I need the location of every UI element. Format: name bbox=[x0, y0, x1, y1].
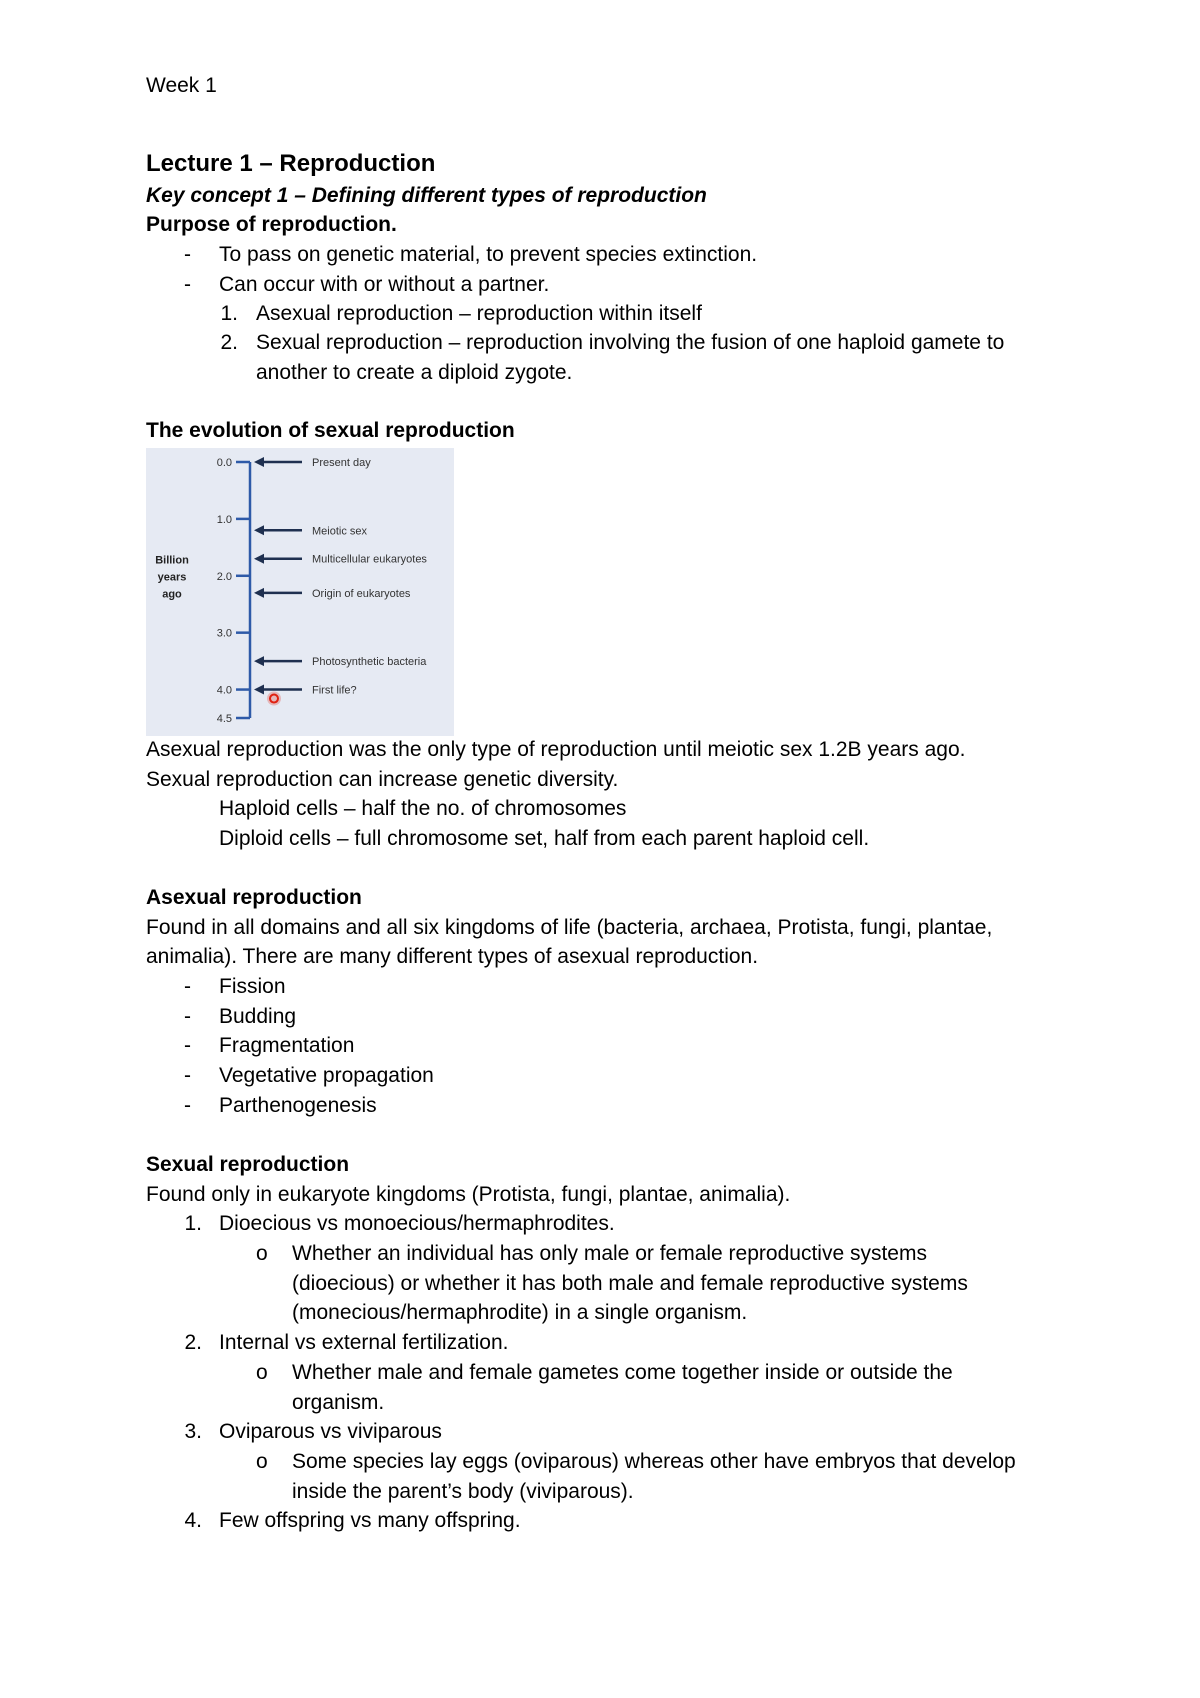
purpose-numbered-1: Asexual reproduction – reproduction within itself bbox=[256, 302, 702, 325]
evolution-para-1: Asexual reproduction was the only type of reproduction until meiotic sex 1.2B years ago. bbox=[146, 738, 966, 761]
asexual-type-budding: Budding bbox=[219, 1005, 297, 1028]
timeline-event-label: Multicellular eukaryotes bbox=[312, 553, 427, 566]
timeline-event-label: Present day bbox=[312, 457, 371, 469]
list-number: 4. bbox=[184, 1509, 202, 1532]
bullet-dash: - bbox=[184, 1094, 191, 1117]
sexual-item-4: Few offspring vs many offspring. bbox=[219, 1509, 521, 1532]
list-number: 2. bbox=[184, 1331, 202, 1354]
timeline-axis-label: ago bbox=[162, 588, 182, 601]
asexual-type-fragmentation: Fragmentation bbox=[219, 1034, 355, 1057]
timeline-event-label: Origin of eukaryotes bbox=[312, 587, 411, 600]
list-number: 1. bbox=[220, 302, 238, 325]
timeline-event-label: Photosynthetic bacteria bbox=[312, 656, 427, 669]
timeline-axis-label: years bbox=[157, 571, 187, 584]
week-label: Week 1 bbox=[146, 74, 217, 97]
key-concept: Key concept 1 – Defining different types of reproduction bbox=[146, 184, 707, 207]
timeline-event-arrowhead bbox=[254, 656, 264, 666]
bullet-dash: - bbox=[184, 243, 191, 266]
sexual-sub1-line1: Whether an individual has only male or female reproductive systems bbox=[292, 1242, 927, 1265]
timeline-tick-label: 0.0 bbox=[216, 457, 232, 469]
purpose-heading: Purpose of reproduction. bbox=[146, 213, 397, 236]
timeline-event-label: First life? bbox=[312, 684, 357, 697]
bullet-dash: - bbox=[184, 1005, 191, 1028]
evolution-para-2: Sexual reproduction can increase genetic diversity. bbox=[146, 768, 619, 791]
timeline-tick-label: 2.0 bbox=[216, 570, 232, 583]
list-number: 3. bbox=[184, 1420, 202, 1443]
asexual-type-fission: Fission bbox=[219, 975, 286, 998]
timeline-event-arrowhead bbox=[254, 554, 264, 564]
evolution-heading: The evolution of sexual reproduction bbox=[146, 419, 515, 442]
sexual-sub2-line1: Whether male and female gametes come together inside or outside the bbox=[292, 1361, 953, 1384]
timeline-tick-label: 3.0 bbox=[216, 627, 232, 640]
sexual-sub2-line2: organism. bbox=[292, 1391, 385, 1414]
asexual-type-vegetative: Vegetative propagation bbox=[219, 1064, 434, 1087]
purpose-bullet-1: To pass on genetic material, to prevent species extinction. bbox=[219, 243, 758, 266]
asexual-para-2: animalia). There are many different types of asexual reproduction. bbox=[146, 945, 759, 968]
bullet-dash: - bbox=[184, 975, 191, 998]
purpose-numbered-2: Sexual reproduction – reproduction involving the fusion of one haploid gamete to bbox=[256, 331, 1005, 354]
asexual-heading: Asexual reproduction bbox=[146, 886, 362, 909]
bullet-dash: - bbox=[184, 1034, 191, 1057]
timeline-tick-label: 4.5 bbox=[216, 713, 232, 725]
sexual-item-3: Oviparous vs viviparous bbox=[219, 1420, 442, 1443]
sexual-sub1-line3: (monecious/hermaphrodite) in a single organism. bbox=[292, 1301, 748, 1324]
timeline-axis-label: Billion bbox=[155, 554, 189, 567]
sexual-heading: Sexual reproduction bbox=[146, 1153, 350, 1176]
sexual-para: Found only in eukaryote kingdoms (Protista, fungi, plantae, animalia). bbox=[146, 1183, 791, 1206]
sexual-sub3-line2: inside the parent’s body (viviparous). bbox=[292, 1480, 634, 1503]
bullet-o: o bbox=[256, 1361, 268, 1384]
bullet-dash: - bbox=[184, 1064, 191, 1087]
purpose-numbered-2-cont: another to create a diploid zygote. bbox=[256, 361, 573, 384]
list-number: 1. bbox=[184, 1212, 202, 1235]
timeline-event-arrowhead bbox=[254, 457, 264, 467]
bullet-o: o bbox=[256, 1242, 268, 1265]
timeline-event-arrowhead bbox=[254, 525, 264, 535]
timeline-event-label: Meiotic sex bbox=[312, 525, 368, 538]
evolution-timeline-figure bbox=[146, 448, 454, 736]
sexual-item-2: Internal vs external fertilization. bbox=[219, 1331, 509, 1354]
sexual-sub1-line2: (dioecious) or whether it has both male and female reproductive systems bbox=[292, 1272, 968, 1295]
asexual-type-parthenogenesis: Parthenogenesis bbox=[219, 1094, 377, 1117]
timeline-svg bbox=[146, 448, 454, 736]
sexual-sub3-line1: Some species lay eggs (oviparous) whereas other have embryos that develop bbox=[292, 1450, 1016, 1473]
asexual-para-1: Found in all domains and all six kingdoms of life (bacteria, archaea, Protista, fungi, plantae, bbox=[146, 916, 993, 939]
bullet-o: o bbox=[256, 1450, 268, 1473]
timeline-event-arrowhead bbox=[254, 588, 264, 598]
sexual-item-1: Dioecious vs monoecious/hermaphrodites. bbox=[219, 1212, 615, 1235]
haploid-definition: Haploid cells – half the no. of chromosomes bbox=[219, 797, 627, 820]
diploid-definition: Diploid cells – full chromosome set, half from each parent haploid cell. bbox=[219, 827, 870, 850]
timeline-event-arrowhead bbox=[254, 685, 264, 695]
purpose-bullet-2: Can occur with or without a partner. bbox=[219, 273, 550, 296]
timeline-tick-label: 4.0 bbox=[216, 684, 232, 697]
timeline-tick-label: 1.0 bbox=[216, 513, 232, 526]
lecture-title: Lecture 1 – Reproduction bbox=[146, 150, 436, 177]
list-number: 2. bbox=[220, 331, 238, 354]
bullet-dash: - bbox=[184, 273, 191, 296]
